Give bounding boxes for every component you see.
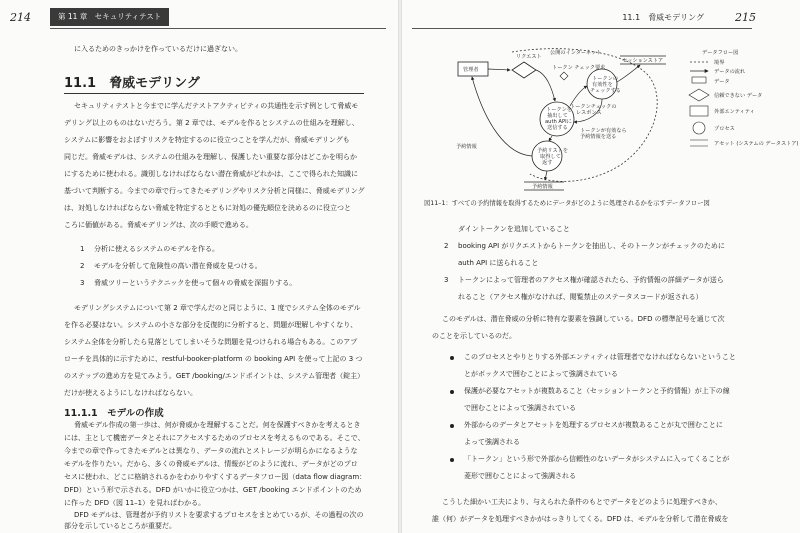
text-line: に作った DFD（図 11–1）を見ればわかる。: [64, 499, 206, 507]
text-line: を作る必要はない。システムの小さな部分を反復的に分析すると、問題が理解しやすくなり、: [64, 321, 358, 329]
text-line: DFD）という形で示される。DFD がいかに役立つかは、GET /booking エンドポイントのため: [64, 486, 362, 494]
text-line: 脅威モデル作成の第一歩は、何が脅威かを理解することだ。何を保護すべきかを考えるとき: [74, 421, 361, 429]
token-check-request-label: トークン チェック要求: [552, 65, 606, 71]
valid-text: トークンが有効なら: [580, 128, 627, 134]
text-line: は、対処しなければならない脅威を特定するとともに対処の優先順位を決めるのに役立つと: [64, 204, 351, 212]
text-line: には、主として機密データとそれにアクセスするためのプロセスを考えるものである。そこで、: [64, 434, 365, 442]
valid-text: 予約情報を送る: [580, 134, 617, 140]
bullet-text: このプロセスとやりとりする外部エンティティは管理者でなければならないということ: [464, 353, 736, 361]
page-header-right: [412, 8, 756, 29]
bullet-text: よって強調される: [464, 438, 520, 446]
legend-title: データフロー図: [702, 50, 739, 56]
bullet-text: 菱形で囲むことによって強調される: [464, 472, 576, 480]
request-label: リクエスト: [516, 54, 542, 60]
step-number: 3: [80, 279, 85, 287]
section-heading-rule: [64, 93, 364, 94]
text-line: システム全体を分析したら見落としてしまいそうな問題を見つけられる場合もある。このアプ: [64, 338, 358, 346]
page-header-left: [10, 8, 386, 29]
list-number: 2: [444, 242, 449, 250]
legend-item: データの流れ: [714, 69, 746, 75]
admin-label: 管理者: [463, 67, 479, 73]
bullet-text: とがボックスで囲むことによって強調されている: [464, 370, 618, 378]
legend-item: データ: [714, 79, 730, 85]
text-line: セキュリティテストと今までに学んだテストアクティビティの共通性を示す例として脅威モ: [74, 102, 359, 110]
figure-caption: 図11–1：すべての予約情報を取得するためにデータがどのように処理されるかを示すデータフロー図: [424, 200, 710, 207]
process-text: 抽出して: [547, 113, 568, 119]
chapter-label: 第 11 章 セキュリティテスト: [50, 8, 169, 26]
text-line: だけが使えるようにしなければならない。: [64, 389, 197, 397]
process-text: 送信する: [547, 125, 568, 131]
bullet-text: で囲むことによって強調されている: [464, 404, 576, 412]
left-page: [0, 0, 398, 533]
legend-item: 境界: [714, 60, 725, 66]
step-number: 2: [80, 262, 85, 270]
list-text: トークンによって管理者のアクセス権が確認されたら、予約情報の詳細データが送ら: [458, 276, 724, 284]
bullet-dot: [450, 458, 454, 462]
legend-item: 外部エンティティ: [714, 109, 755, 115]
booking-info-label: 予約情報: [456, 144, 477, 150]
text-line: セスに使われ、どこに格納されるかをわかりやすくするデータフロー図（data flow diagram：: [64, 473, 367, 481]
process-text: 返す: [542, 160, 553, 166]
bullet-dot: [450, 356, 454, 360]
boundary-label: 公開のインターネット: [550, 50, 602, 56]
text-line: DFD モデルは、管理者が予約リストを要求するプロセスをまとめているが、その過程の次の: [74, 511, 364, 519]
untrusted-token-diamond: [512, 62, 536, 78]
text-line: デリング以上のものはないだろう。第 2 章では、モデルを作るとシステムの仕組みを理解し、: [64, 119, 359, 127]
text-line: モデルを作りたい。だから、多くの脅威モデルは、情報がどのように流れ、データがどのプロ: [64, 460, 358, 468]
step-text: 分析に使えるシステムのモデルを作る。: [94, 245, 219, 253]
step-text: モデルを分析して危険性の高い潜在脅威を見つける。: [94, 262, 262, 270]
step-text: 脅威ツリーというテクニックを使って個々の脅威を深掘りする。: [94, 279, 297, 287]
text-line: のことを示しているのだ。: [432, 332, 516, 340]
text-line: ローチを具体的に示すために、restful-booker-platform の booking API を使って上記の 3 つ: [64, 355, 363, 363]
legend-item: アセット (システムの データストア): [714, 141, 799, 147]
text-line: このモデルは、潜在脅威の分析に特有な要素を強調している。DFD の標準記号を通じて次: [442, 315, 725, 323]
process-text: 予約リストを: [537, 148, 569, 154]
bullet-text: 「トークン」という形で外部から信頼性のないデータがシステムに入ってくることが: [464, 455, 730, 463]
session-store-label: セッションストア: [622, 58, 664, 64]
booking-store-label: 予約情報: [532, 184, 553, 190]
text-line: 基づいて判断する。今までの章で行ってきたモデリングやリスク分析と同様に、脅威モデリング: [64, 187, 365, 195]
subsection-heading: 11.1.1 モデルの作成: [64, 408, 164, 419]
continuation-line: ダイントークンを追加していること: [458, 225, 570, 233]
section-label: 11.1 脅威モデリング: [622, 13, 704, 22]
bullet-dot: [450, 390, 454, 394]
list-number: 3: [444, 276, 449, 284]
response-text: トークンチェックの: [570, 104, 617, 110]
section-heading: 11.1 脅威モデリング: [64, 76, 200, 91]
process-text: チェックする: [590, 88, 621, 94]
page-number: 215: [735, 11, 756, 24]
diagram-legend: [689, 48, 798, 147]
text-line: 同じだ。脅威モデルは、システムの仕組みを理解し、保護したい重要な部分はどこかを明らか: [64, 153, 357, 161]
legend-item: 信頼できない データ: [714, 93, 763, 99]
step-number: 1: [80, 245, 85, 253]
text-line: 今までの章で作ってきたモデルとは異なり、データの流れとストレージが明らかになるような: [64, 447, 358, 455]
text-line: 誰（何）がデータを処理すべきかがはっきりしてくる。DFD は、モデルを分析して潜在脅威を: [432, 515, 729, 523]
right-page: [402, 0, 800, 533]
bullet-dot: [450, 424, 454, 428]
bullet-text: 保護が必要なアセットが複数あること（セッショントークンと予約情報）が上下の線: [464, 387, 730, 395]
text-line: こうした細かい工夫により、与えられた条件のもとでデータをどのように処理すべきか、: [442, 498, 722, 506]
text-line: モデリングシステムについて第 2 章で学んだのと同じように、1 度でシステム全体のモデル: [74, 304, 361, 312]
list-text: auth API に送られること: [458, 259, 539, 267]
page-number: 214: [10, 11, 31, 24]
process-text: 有効性を: [592, 82, 613, 88]
response-text: レスポンス: [576, 110, 602, 116]
legend-item: プロセス: [714, 126, 735, 132]
intro-line: に入るためのきっかけを作っているだけに過ぎない。: [74, 45, 242, 53]
process-text: 取得して: [540, 154, 561, 160]
text-line: システムに影響をおよぼすリスクを特定するのに役立つことを学んだが、脅威モデリングも: [64, 136, 350, 144]
process-text: トークンを: [546, 107, 572, 113]
text-line: のステップの進め方を見てみよう。GET /booking/エンドポイントは、システム管理者（錠主）: [64, 372, 365, 380]
text-line: ころに価値がある。脅威モデリングは、次の手順で進める。: [64, 221, 253, 229]
text-line: にするために使われる。識別しなければならない潜在脅威がどれかは、ここで得られた知識に: [64, 170, 358, 178]
process-text: auth APIに: [545, 119, 572, 125]
text-line: 部分を示しているところが重要だ。: [64, 522, 176, 530]
data-flow-diagram: [452, 44, 799, 194]
list-text: booking API がリクエストからトークンを抽出し、そのトークンがチェックのために: [458, 242, 725, 250]
process-text: トークンの: [592, 76, 618, 82]
bullet-text: 外部からのデータとアセットを処理するプロセスが複数あることが丸で囲むことに: [464, 421, 723, 429]
list-text: れること（アクセス権がなければ、閲覧禁止のステータスコードが返される）: [458, 293, 703, 301]
